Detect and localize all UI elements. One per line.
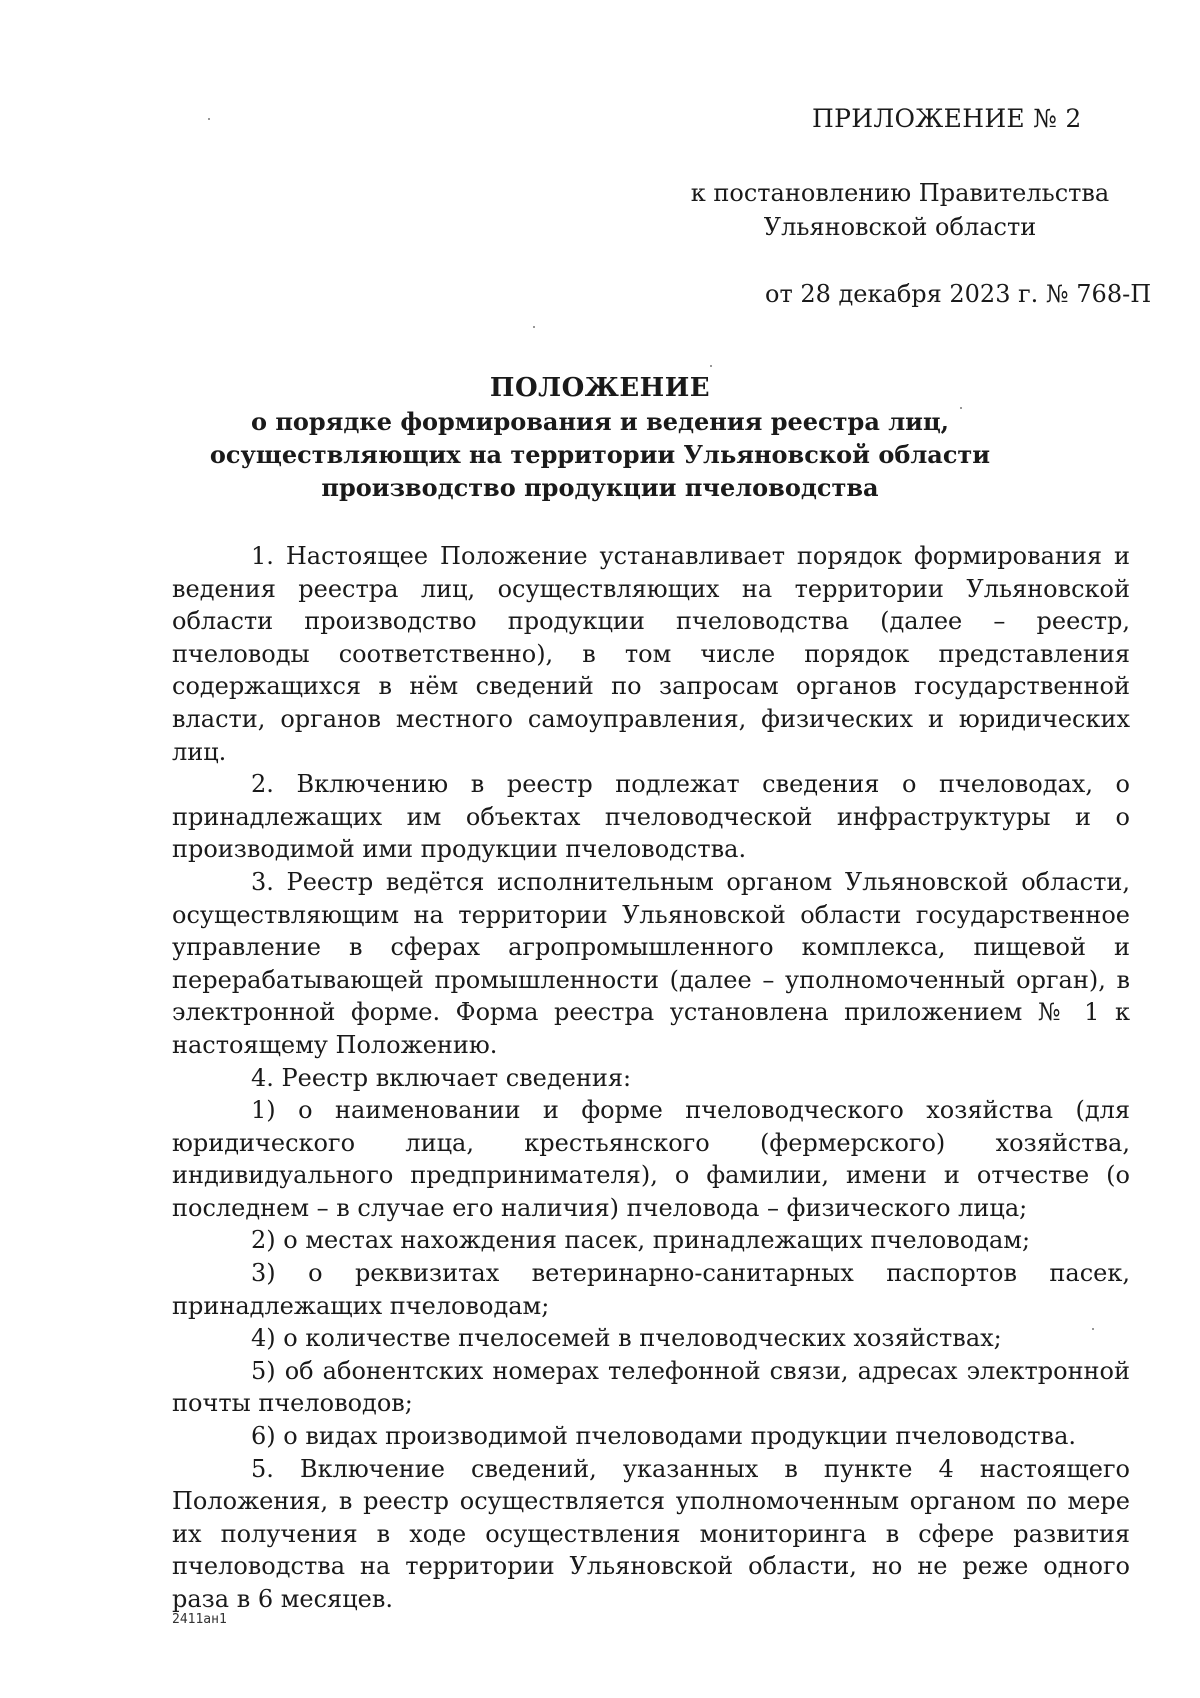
annex-reference-line-1: к постановлению Правительства bbox=[690, 179, 1110, 207]
scan-speck bbox=[710, 365, 712, 367]
paragraph-1: 1. Настоящее Положение устанавливает порядок формирования и ведения реестра лиц, осуществляющих на территории Ульяновской области производство продукции пчеловодства (далее – реестр, пчеловоды соответственно), в том числе порядок представления содержащихся в нём сведений по запросам органов государственной власти, органов местного самоуправления, физических и юридических лиц. bbox=[172, 542, 1130, 766]
list-item-2: 2) о местах нахождения пасек, принадлежащих пчеловодам; bbox=[251, 1226, 1031, 1255]
annex-reference-line-2: Ульяновской области bbox=[763, 213, 1037, 241]
list-item-6: 6) о видах производимой пчеловодами продукции пчеловодства. bbox=[251, 1422, 1076, 1451]
scan-speck bbox=[960, 407, 962, 409]
annex-date: от 28 декабря 2023 г. № 768-П bbox=[765, 280, 1152, 308]
annex-reference bbox=[690, 176, 1110, 244]
list-item-3: 3) о реквизитах ветеринарно-санитарных паспортов пасек, принадлежащих пчеловодам; bbox=[172, 1259, 1130, 1320]
scan-speck bbox=[208, 118, 210, 120]
list-item-1: 1) о наименовании и форме пчеловодческого хозяйства (для юридического лица, крестьянского (фермерского) хозяйства, индивидуального предпринимателя), о фамилии, имени и отчестве (о последнем – в случае его наличия) пчеловода – физического лица; bbox=[172, 1096, 1130, 1222]
list-item-4: 4) о количестве пчелосемей в пчеловодческих хозяйствах; bbox=[251, 1324, 1002, 1353]
document-subtitle-line-3: производство продукции пчеловодства bbox=[321, 473, 879, 502]
paragraph-2: 2. Включению в реестр подлежат сведения о пчеловодах, о принадлежащих им объектах пчеловодческой инфраструктуры и о производимой ими продукции пчеловодства. bbox=[172, 770, 1130, 864]
document-heading bbox=[150, 372, 1050, 504]
annex-title: ПРИЛОЖЕНИЕ № 2 bbox=[812, 104, 1082, 133]
document-title: ПОЛОЖЕНИЕ bbox=[489, 373, 711, 403]
paragraph-3: 3. Реестр ведётся исполнительным органом Ульяновской области, осуществляющим на территории Ульяновской области государственное управление в сферах агропромышленного комплекса, пищевой и перерабатывающей промышленности (далее – уполномоченный орган), в электронной форме. Форма реестра установлена приложением № 1 к настоящему Положению. bbox=[172, 867, 1130, 1059]
scan-speck bbox=[533, 326, 535, 328]
document-subtitle-line-2: осуществляющих на территории Ульяновской области bbox=[209, 440, 991, 469]
paragraph-4: 4. Реестр включает сведения: bbox=[251, 1063, 632, 1092]
list-item-5: 5) об абонентских номерах телефонной связи, адресах электронной почты пчеловодов; bbox=[172, 1356, 1130, 1418]
document-subtitle-line-1: о порядке формирования и ведения реестра лиц, bbox=[250, 407, 950, 436]
paragraph-5: 5. Включение сведений, указанных в пункте 4 настоящего Положения, в реестр осуществляется уполномоченным органом по мере их получения в ходе осуществления мониторинга в сфере развития пчеловодства на территории Ульяновской области, но не реже одного раза в 6 месяцев. bbox=[172, 1454, 1130, 1613]
footer-document-code: 2411ан1 bbox=[172, 1612, 227, 1627]
document-body bbox=[172, 540, 1130, 1616]
scan-speck bbox=[1092, 1328, 1094, 1330]
